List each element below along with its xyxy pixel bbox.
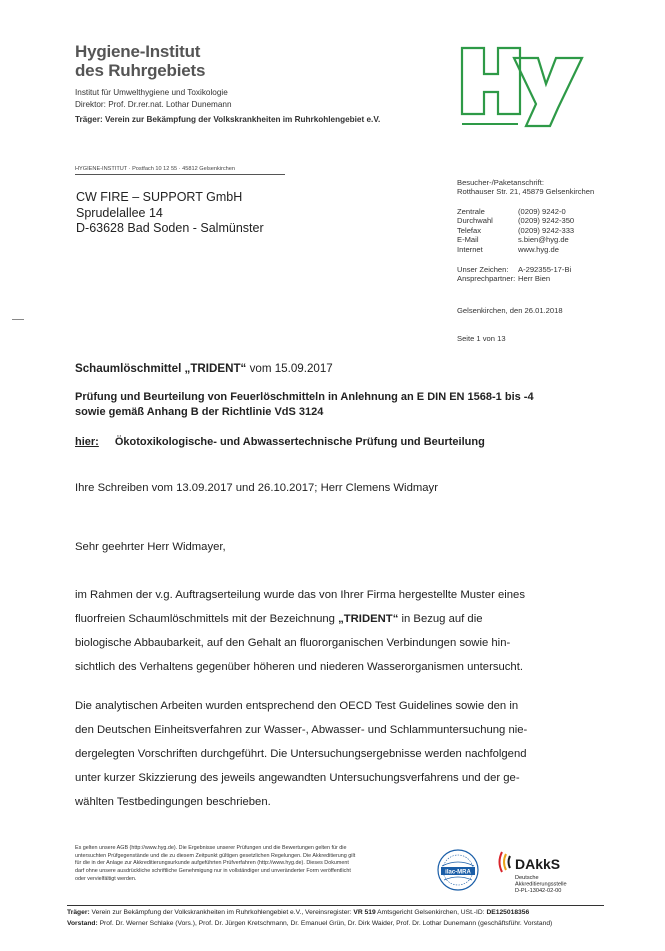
legal-notice-line: oder vervielfältigt werden.: [75, 875, 137, 882]
contact-row: [457, 216, 574, 225]
dakks-line1: Deutsche: [515, 875, 539, 881]
ilac-mra-seal: [436, 848, 480, 892]
hier-label: hier:: [75, 436, 99, 448]
contact-row: [457, 207, 574, 216]
paragraph1-line: sichtlich des Verhaltens gegenüber höheren und niederen Wasserorganismen untersucht.: [75, 661, 523, 673]
hier-text: Ökotoxikologische- und Abwassertechnische Prüfung und Beurteilung: [114, 436, 485, 448]
paragraph1-line: im Rahmen der v.g. Auftragserteilung wurde das von Ihrer Firma hergestellte Muster eines: [75, 589, 525, 601]
contact-row: [457, 226, 574, 235]
contact-label: Internet: [457, 244, 483, 254]
reference-block: [457, 265, 571, 284]
reference-line: Ihre Schreiben vom 13.09.2017 und 26.10.2017; Herr Clemens Widmayr: [75, 482, 438, 494]
institute-director: Direktor: Prof. Dr.rer.nat. Lothar Dunemann: [75, 100, 232, 109]
legal-notice-line: Es gelten unsere AGB (http://www.hyg.de). Die Ergebnisse unserer Prüfungen und die Bewertungen gelten für die: [75, 845, 347, 851]
reference-row: [457, 274, 571, 283]
contact-value: (0209) 9242-333: [518, 225, 575, 235]
dakks-id: D-PL-13042-02-00: [515, 888, 562, 894]
paragraph1-text: fluorfreien Schaumlöschmittels mit der Bezeichnung: [75, 613, 339, 625]
institute-name-line1: Hygiene-Institut: [75, 42, 201, 61]
legal-notice-line: untersuchten Prüfgegenstände und die zu diesem Zeitpunkt gültigen gesetzlichen Regelungen. Die Akkreditierung gilt: [75, 852, 356, 859]
contact-row: [457, 245, 574, 254]
contact-row: [457, 235, 574, 244]
dakks-label: DAkkS: [515, 856, 561, 872]
contact-value: (0209) 9242-350: [518, 216, 575, 226]
dakks-logo: [497, 848, 602, 901]
fold-mark: [12, 319, 24, 320]
subject-test-line1: Prüfung und Beurteilung von Feuerlöschmitteln in Anlehnung an E DIN EN 1568-1 bis -4: [75, 391, 534, 403]
legal-notice-line: für die in der Anlage zur Akkreditierungsurkunde aufgeführten Prüfverfahren (http://www.hyg.de). Dieses Dokument: [75, 860, 349, 867]
recipient-street: Sprudelallee 14: [76, 205, 163, 220]
recipient-city: D-63628 Bad Soden - Salmünster: [76, 221, 264, 235]
footer-court: Amtsgericht Gelsenkirchen, USt.-ID:: [375, 909, 487, 916]
hy-logo: [458, 44, 588, 130]
institute-traeger: Träger: Verein zur Bekämpfung der Volkskrankheiten im Ruhrkohlengebiet e.V.: [75, 115, 381, 124]
dakks-mark: [497, 848, 602, 896]
reference-value: Herr Bien: [518, 274, 551, 284]
visitor-address: [457, 178, 594, 197]
reference-row: [457, 265, 571, 274]
recipient-company: CW FIRE – SUPPORT GmbH: [76, 190, 243, 204]
footer-ustid: DE125018356: [486, 909, 530, 916]
institute-name-line2: des Ruhrgebiets: [75, 61, 206, 80]
paragraph2-line: den Deutschen Einheitsverfahren zur Wasser-, Abwasser- und Schlammuntersuchung nie-: [75, 724, 528, 736]
visitor-address-value: Rotthauser Str. 21, 45879 Gelsenkirchen: [457, 187, 595, 197]
footer-vorstand: [67, 920, 552, 927]
reference-label: Unser Zeichen:: [457, 265, 509, 274]
letter-date: Gelsenkirchen, den 26.01.2018: [457, 306, 563, 315]
paragraph2-line: wählten Testbedingungen beschrieben.: [75, 796, 271, 808]
footer-vorstand-label: Vorstand:: [67, 920, 98, 927]
institute-subtitle: Institut für Umwelthygiene und Toxikologie: [75, 88, 228, 97]
paragraph1-line: biologische Abbaubarkeit, auf den Gehalt an fluororganischen Verbindungen sowie hin-: [75, 637, 511, 649]
footer-divider: [67, 905, 604, 906]
sender-divider: [75, 174, 285, 175]
institute-name: [75, 42, 205, 80]
footer-traeger-label: Träger:: [67, 909, 90, 916]
contact-label: Durchwahl: [457, 216, 493, 226]
contact-website[interactable]: www.hyg.de: [518, 244, 559, 254]
contact-block: [457, 207, 574, 254]
page-number: Seite 1 von 13: [457, 334, 506, 343]
paragraph2-line: dergelegten Vorschriften durchgeführt. Die Untersuchungsergebnisse werden nachfolgend: [75, 748, 527, 760]
recipient-address: [76, 190, 264, 237]
legal-notice: [75, 845, 355, 884]
visitor-address-label: Besucher-/Paketanschrift:: [457, 178, 544, 187]
subject-test-line2: sowie gemäß Anhang B der Richtlinie VdS 3124: [75, 406, 324, 418]
footer-vorstand-text: Prof. Dr. Werner Schlake (Vors.), Prof. Dr. Jürgen Kretschmann, Dr. Emanuel Grün, Dr. Dirk Waider, Prof. Dr. Lothar Dunemann (geschäftsführ. Vorstand): [97, 920, 553, 927]
paragraph2-line: Die analytischen Arbeiten wurden entsprechend den OECD Test Guidelines sowie den in: [75, 700, 519, 712]
footer-vr: VR 519: [353, 909, 376, 916]
contact-label: Telefax: [457, 225, 482, 235]
salutation: Sehr geehrter Herr Widmayer,: [75, 541, 226, 553]
subject-hier: [75, 436, 485, 448]
paragraph2-line: unter kurzer Skizzierung des jeweils angewandten Untersuchungsverfahrens und der ge-: [75, 772, 520, 784]
footer-traeger: [67, 909, 529, 916]
contact-label: E-Mail: [457, 235, 479, 245]
footer-traeger-text: Verein zur Bekämpfung der Volkskrankheiten im Ruhrkohlengebiet e.V., Vereinsregister:: [89, 909, 354, 916]
subject-product: Schaumlöschmittel „TRIDENT“: [75, 362, 247, 375]
subject-date: vom 15.09.2017: [246, 362, 333, 375]
subject-line: [75, 362, 333, 375]
sender-address-line: HYGIENE-INSTITUT · Postfach 10 12 55 · 45812 Gelsenkirchen: [75, 166, 236, 172]
paragraph1-text: in Bezug auf die: [398, 613, 483, 625]
ilac-label: ilac-MRA: [445, 869, 471, 876]
reference-value: A-292355-17-Bi: [518, 265, 572, 274]
paragraph1-line: [75, 613, 483, 625]
contact-label: Zentrale: [457, 207, 485, 216]
contact-email[interactable]: s.bien@hyg.de: [518, 235, 569, 245]
contact-value: (0209) 9242-0: [518, 207, 566, 216]
reference-label: Ansprechpartner:: [457, 274, 516, 284]
dakks-line2: Akkreditierungsstelle: [515, 881, 567, 888]
legal-notice-line: darf ohne unsere ausdrückliche schriftliche Genehmigung nur in vollständiger und unveränderter Form veröffentlicht: [75, 868, 351, 875]
product-name: „TRIDENT“: [338, 613, 399, 625]
